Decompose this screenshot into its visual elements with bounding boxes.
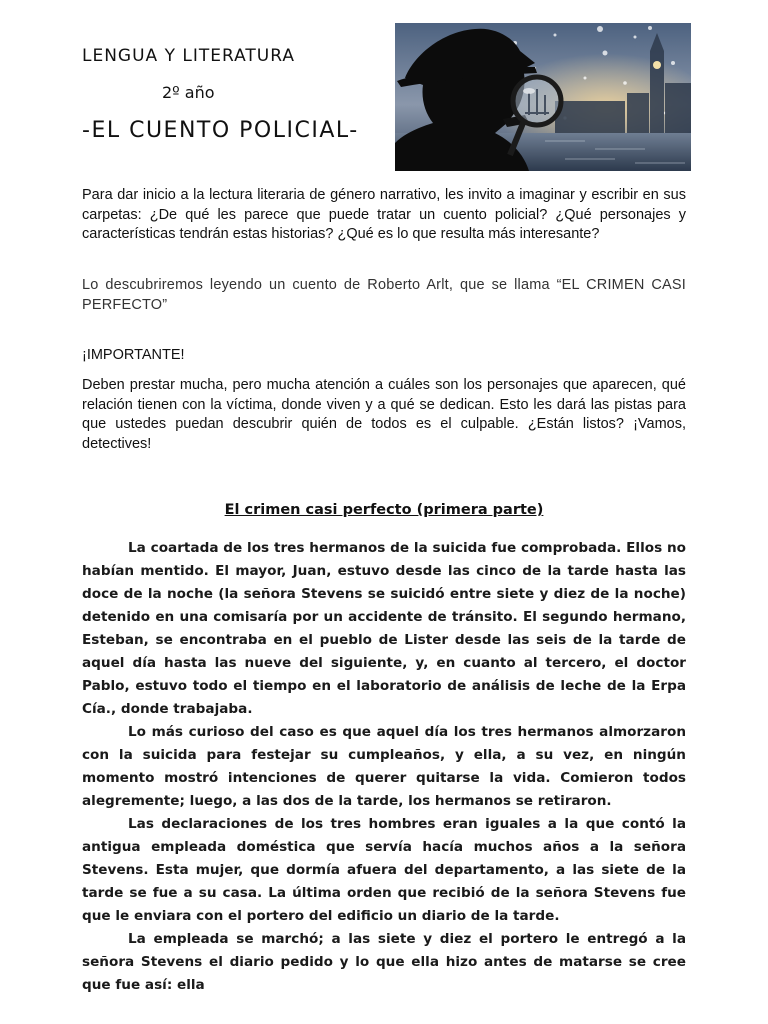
story-body <box>82 537 686 997</box>
detective-silhouette-icon <box>395 23 691 171</box>
school-year: 2º año <box>162 83 215 102</box>
story-paragraph: Las declaraciones de los tres hombres eran iguales a la que contó la antigua empleada doméstica que servía hacía muchos años a la señora Stevens. Esta mujer, que dormía afuera del departamento, a las siete de la tarde se fue a su casa. La última orden que recibió de la señora Stevens fue que le enviara con el portero del edificio un diario de la tarde. <box>82 816 686 924</box>
story-title: El crimen casi perfecto (primera parte) <box>224 502 544 518</box>
story-paragraph: La empleada se marchó; a las siete y diez el portero le entregó a la señora Stevens el diario pedido y lo que ella hizo antes de matarse se cree que fue así: ella <box>82 931 686 993</box>
story-paragraph: La coartada de los tres hermanos de la suicida fue comprobada. Ellos no habían mentido. El mayor, Juan, estuvo desde las cinco de la tarde hasta las doce de la noche (la señora Stevens se suicidó entre siete y diez de la noche) detenido en una comisaría por un accidente de tránsito. El segundo hermano, Esteban, se encontraba en el pueblo de Lister desde las seis de la tarde de aquel día hasta las nueve del siguiente, y, en cuanto al tercero, el doctor Pablo, estuvo todo el tiempo en el laboratorio de análisis de leche de la Erpa Cía., donde trabajaba. <box>82 540 686 717</box>
story-announcement: Lo descubriremos leyendo un cuento de Roberto Arlt, que se llama “EL CRIMEN CASI PERFECTO” <box>82 277 686 313</box>
important-label: ¡IMPORTANTE! <box>82 347 185 363</box>
subject-heading: LENGUA Y LITERATURA <box>82 46 295 66</box>
story-paragraph: Lo más curioso del caso es que aquel día los tres hermanos almorzaron con la suicida para festejar su cumpleaños, y ella, a su vez, en ningún momento mostró intenciones de querer quitarse la vida. Comieron todos alegremente; luego, a las dos de la tarde, los hermanos se retiraron. <box>82 724 686 809</box>
detective-image <box>395 23 691 171</box>
intro-paragraph: Para dar inicio a la lectura literaria de género narrativo, les invito a imaginar y escribir en sus carpetas: ¿De qué les parece que puede tratar un cuento policial? ¿Qué personajes y características tendrán estas historias? ¿Qué es lo que resulta más interesante? <box>82 187 686 242</box>
instructions-paragraph: Deben prestar mucha, pero mucha atención a cuáles son los personajes que aparecen, qué relación tienen con la víctima, donde viven y a qué se dedican. Esto les dará las pistas para que ustedes puedan descubrir quién de todos es el culpable. ¿Están listos? ¡Vamos, detectives! <box>82 377 686 452</box>
page-title: -EL CUENTO POLICIAL- <box>82 118 359 143</box>
